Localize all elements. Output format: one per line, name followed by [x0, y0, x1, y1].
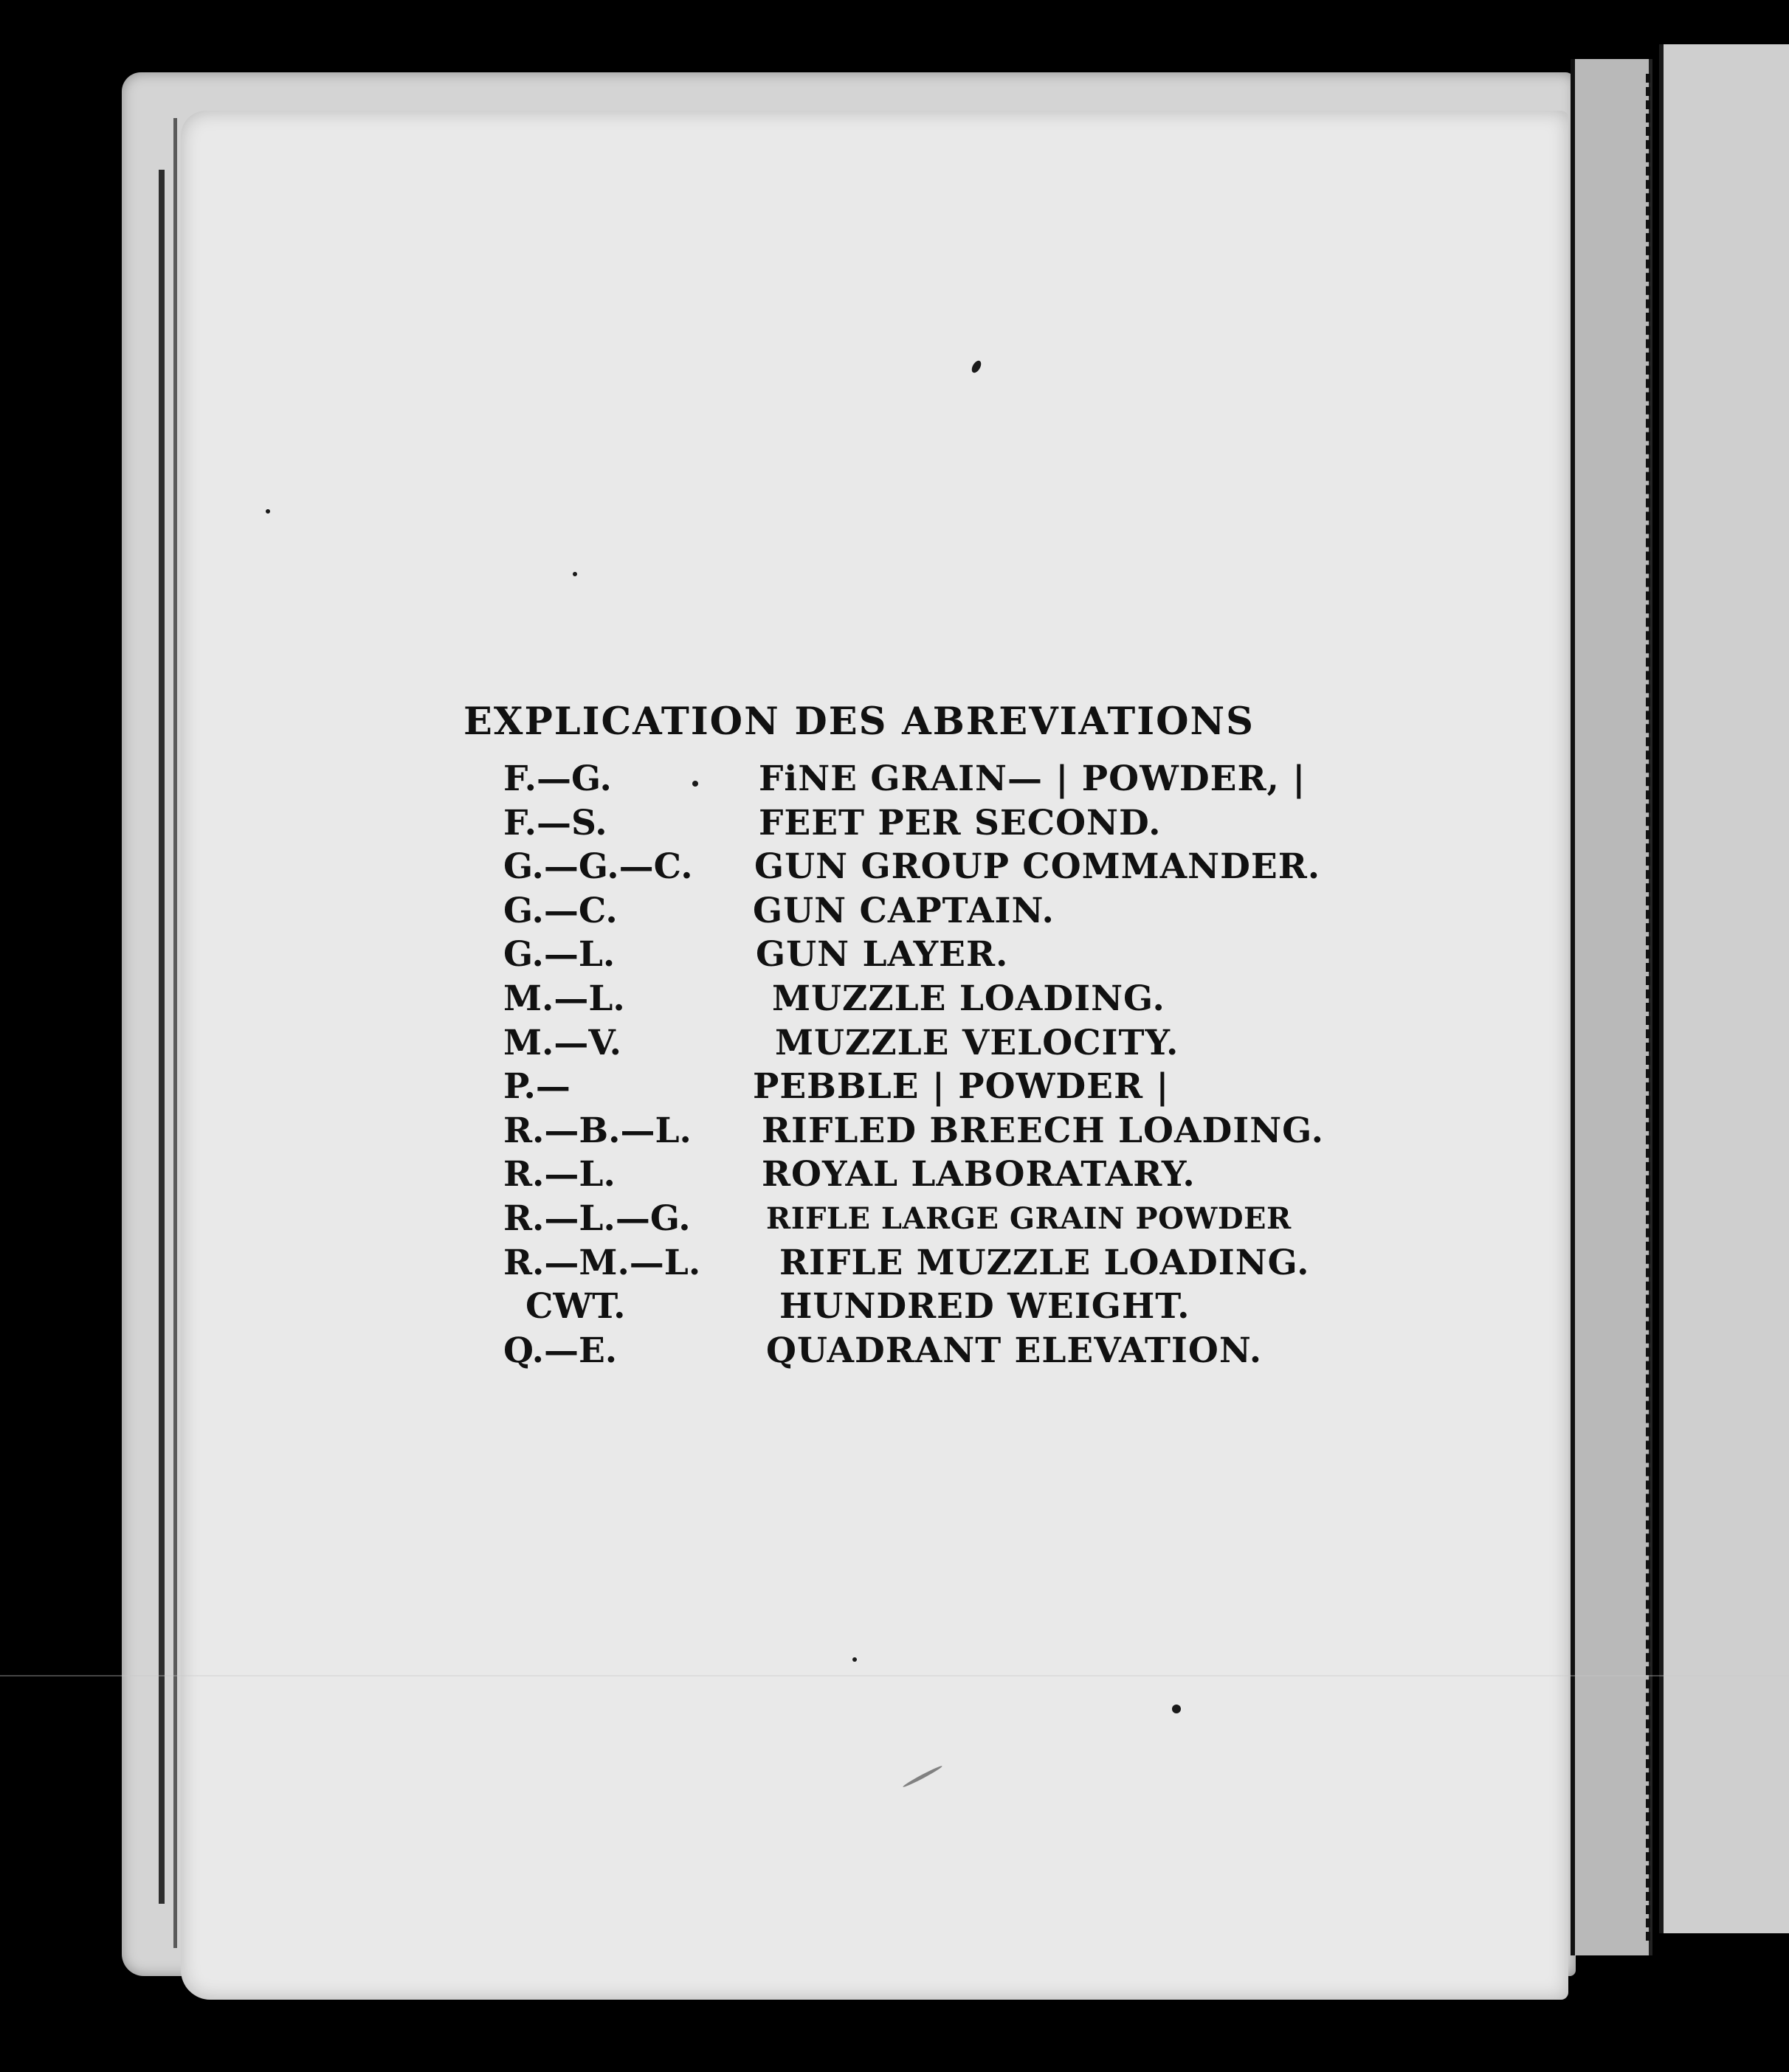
abbreviation: M.—V.	[503, 1022, 622, 1063]
abbreviation-meaning: QUADRANT ELEVATION.	[766, 1330, 1263, 1371]
abbreviations-section	[463, 700, 1324, 1372]
abbreviation-meaning: GUN CAPTAIN.	[753, 890, 1055, 931]
list-item	[463, 977, 1255, 1021]
list-item	[463, 933, 1255, 977]
list-item	[463, 1021, 1255, 1066]
book-spine	[1571, 59, 1652, 1955]
list-item	[463, 1109, 1324, 1153]
abbreviation-meaning: RIFLE MUZZLE LOADING.	[779, 1242, 1310, 1283]
abbreviation: G.—G.—C.	[503, 846, 693, 888]
abbreviation-meaning: GUN GROUP COMMANDER.	[754, 846, 1321, 888]
list-item	[463, 1241, 1310, 1285]
abbreviation: R.—M.—L.	[503, 1242, 701, 1283]
ink-speck	[1172, 1705, 1181, 1713]
abbreviation: P.—	[503, 1066, 571, 1108]
abbreviation: G.—C.	[503, 890, 618, 931]
ink-speck	[852, 1657, 857, 1662]
list-item	[463, 757, 1306, 801]
spine-stitching	[1646, 74, 1650, 1941]
abbreviation-meaning: HUNDRED WEIGHT.	[779, 1286, 1190, 1327]
ink-speck	[573, 572, 577, 576]
abbreviation-meaning: GUN LAYER.	[756, 934, 1009, 975]
scan-artifact-line	[0, 1675, 1789, 1676]
facing-page-edge	[1659, 44, 1789, 1933]
abbreviation: R.—B.—L.	[503, 1110, 692, 1151]
list-item	[463, 1153, 1255, 1197]
abbreviation-meaning: FiNE GRAIN— | POWDER, |	[759, 759, 1306, 799]
abbreviation-meaning: RIFLE LARGE GRAIN POWDER	[766, 1201, 1292, 1236]
abbreviation-meaning: PEBBLE | POWDER |	[753, 1066, 1170, 1108]
list-item	[463, 845, 1321, 889]
list-item	[463, 801, 1255, 846]
abbreviation-meaning: FEET PER SECOND.	[759, 802, 1162, 843]
abbreviation: M.—L.	[503, 978, 625, 1019]
abbreviation: G.—L.	[503, 934, 616, 975]
abbreviation: Q.—E.	[503, 1330, 618, 1371]
page-edge-line	[159, 170, 165, 1904]
abbreviation-meaning: MUZZLE VELOCITY.	[775, 1022, 1179, 1063]
list-item	[463, 1285, 1255, 1329]
list-item	[463, 889, 1255, 933]
ink-speck	[266, 509, 270, 514]
abbreviation: R.—L.—G.	[503, 1198, 691, 1239]
list-item	[463, 1197, 1292, 1241]
abbreviation-meaning: ROYAL LABORATARY.	[762, 1154, 1196, 1195]
abbreviation: R.—L.	[503, 1154, 616, 1195]
abbreviation-meaning: RIFLED BREECH LOADING.	[762, 1110, 1324, 1151]
list-item	[463, 1329, 1263, 1373]
abbreviation: F.—S.	[503, 802, 607, 843]
abbreviation-meaning: MUZZLE LOADING.	[772, 978, 1165, 1019]
abbreviation: F.—G.	[503, 759, 612, 799]
page-edge-line-inner	[173, 118, 177, 1948]
page-heading: EXPLICATION DES ABREVIATIONS	[463, 700, 1255, 744]
abbreviation-list	[463, 757, 1324, 1372]
list-item	[463, 1065, 1255, 1109]
abbreviation: CWT.	[525, 1286, 626, 1327]
